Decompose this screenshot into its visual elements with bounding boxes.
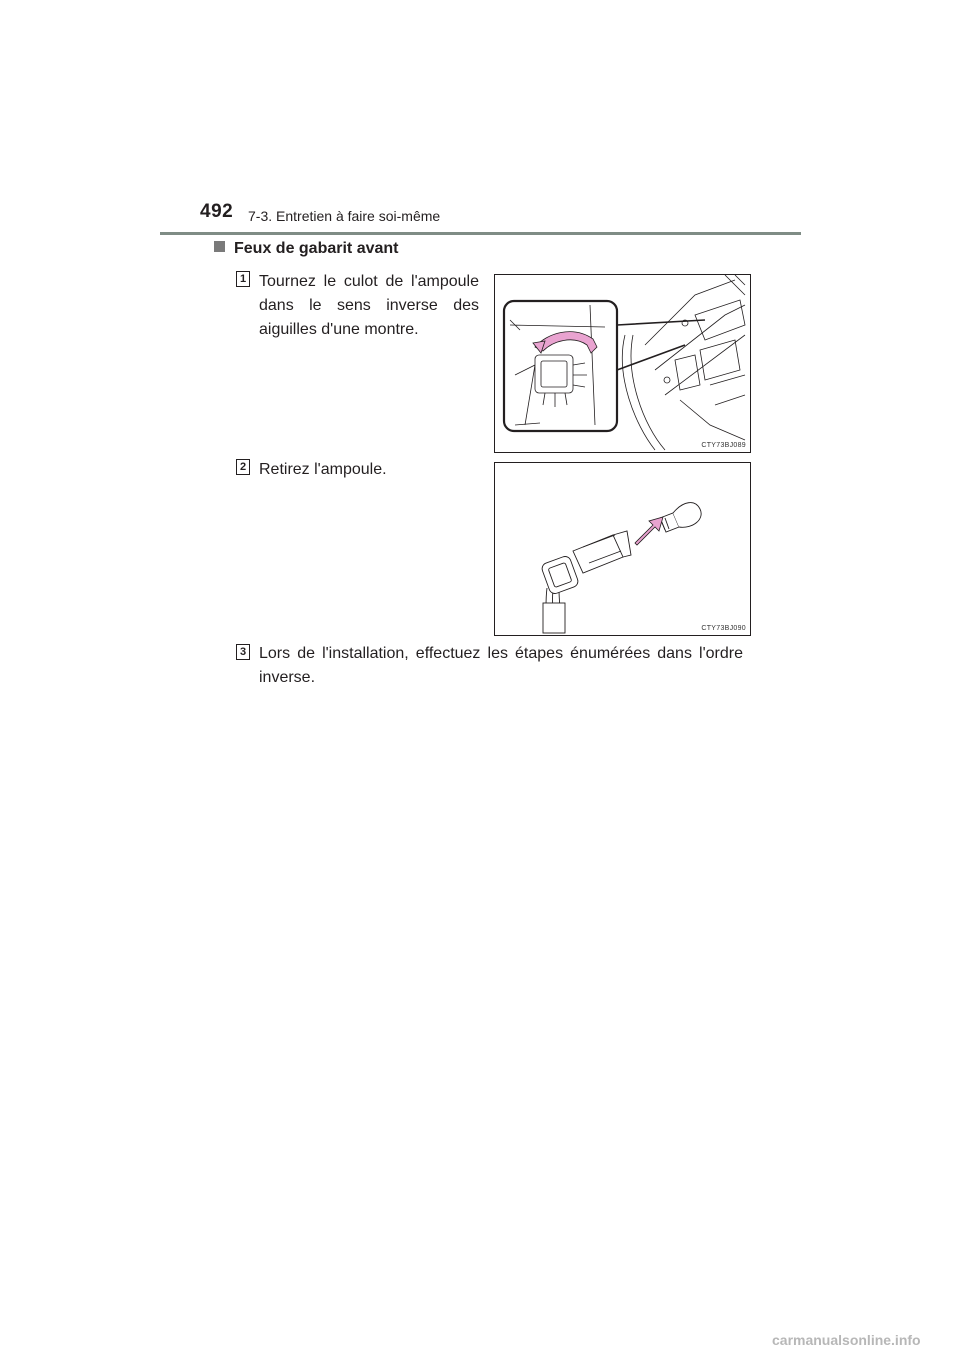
page-number: 492 (200, 201, 234, 222)
bulb-removal-illustration (495, 463, 750, 635)
watermark: carmanualsonline.info (772, 1332, 921, 1348)
subheading (214, 240, 399, 258)
step-3-badge: 3 (236, 644, 250, 660)
step-2-badge: 2 (236, 459, 250, 475)
socket-rotate-illustration (495, 275, 750, 452)
figure-code: CTY73BJ090 (701, 625, 746, 632)
step-2-text: Retirez l'ampoule. (259, 461, 387, 478)
section-title: 7-3. Entretien à faire soi-même (248, 208, 441, 224)
subheading-text: Feux de gabarit avant (234, 240, 399, 257)
step-1-badge: 1 (236, 271, 250, 287)
step-1-text: Tournez le culot de l'ampoule dans le sens inverse des aiguilles d'une montre. (259, 273, 479, 338)
figure-bulb-removal (494, 462, 751, 636)
square-bullet-icon (214, 241, 225, 252)
header-divider (160, 232, 801, 235)
pull-arrow-icon (635, 517, 663, 545)
step-3-text: Lors de l'installation, effectuez les étapes énumérées dans l'ordre inverse. (259, 645, 743, 686)
figure-bulb-socket-rotate (494, 274, 751, 453)
figure-code: CTY73BJ089 (701, 442, 746, 449)
